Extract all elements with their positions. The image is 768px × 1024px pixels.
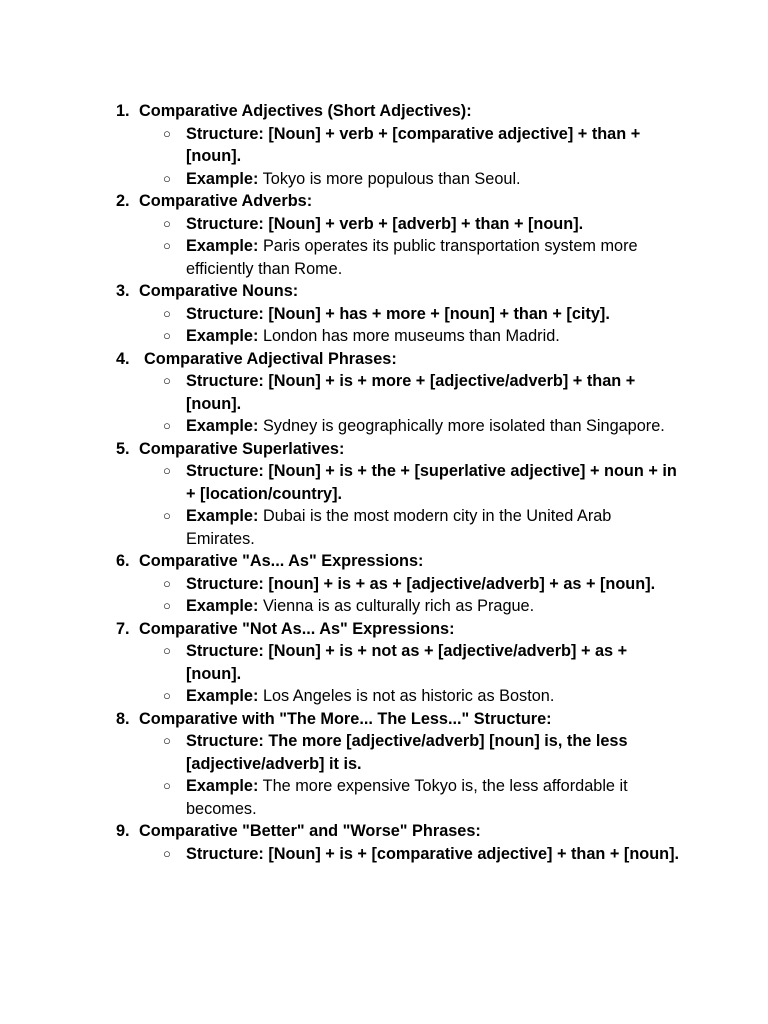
- structure-text: [Noun] + is + more + [adjective/adverb] + than + [noun].: [186, 372, 636, 413]
- example-line: [0, 325, 768, 348]
- list-item: [0, 190, 768, 280]
- example-text: London has more museums than Madrid.: [262, 327, 560, 345]
- example-label: Example:: [186, 597, 259, 615]
- list-number: 6.: [116, 552, 130, 570]
- list-item-title: Comparative Adjectives (Short Adjectives):: [139, 102, 472, 120]
- example-label: Example:: [186, 687, 259, 705]
- structure-label: Structure:: [186, 844, 264, 863]
- hollow-circle-bullet-icon: ○: [163, 305, 171, 321]
- list-number: 2.: [116, 192, 130, 210]
- example-text: Dubai is the most modern city in the United Arab Emirates.: [186, 507, 612, 548]
- structure-line: [0, 730, 768, 775]
- list-item: [0, 550, 768, 618]
- structure-line: [0, 573, 768, 596]
- list-item-heading: [0, 100, 768, 123]
- sub-list: [0, 843, 768, 866]
- hollow-circle-bullet-icon: ○: [163, 508, 171, 523]
- structure-text: [Noun] + is + the + [superlative adjective] + noun + in + [location/country].: [186, 462, 677, 503]
- example-text: Los Angeles is not as historic as Boston.: [262, 687, 555, 705]
- example-line: [0, 595, 768, 618]
- list-item-heading: [0, 618, 768, 641]
- list-item: [0, 708, 768, 821]
- structure-line: [0, 123, 768, 168]
- hollow-circle-bullet-icon: ○: [163, 328, 171, 343]
- structure-label: Structure:: [186, 732, 264, 750]
- structure-text: [Noun] + is + not as + [adjective/adverb] + as + [noun].: [186, 642, 628, 683]
- list-item-heading: [0, 438, 768, 461]
- list-item-title: Comparative Adverbs:: [139, 192, 313, 210]
- example-label: Example:: [186, 169, 259, 188]
- list-number: 7.: [116, 619, 130, 638]
- hollow-circle-bullet-icon: ○: [163, 418, 171, 433]
- list-item: [0, 820, 768, 865]
- structure-label: Structure:: [186, 574, 264, 593]
- list-item: [0, 280, 768, 348]
- list-item: [0, 618, 768, 708]
- list-item-heading: [0, 280, 768, 303]
- structure-line: [0, 640, 768, 685]
- list-item-title: Comparative "Better" and "Worse" Phrases:: [139, 822, 481, 840]
- list-item-heading: [0, 820, 768, 843]
- example-text: Tokyo is more populous than Seoul.: [262, 169, 521, 188]
- list-item: [0, 100, 768, 190]
- list-item-title: Comparative Nouns:: [139, 282, 299, 300]
- example-line: [0, 235, 768, 280]
- example-text: Sydney is geographically more isolated than Singapore.: [262, 417, 665, 435]
- sub-list: [0, 303, 768, 348]
- structure-text: [Noun] + has + more + [noun] + than + [city].: [268, 304, 610, 323]
- structure-line: [0, 303, 768, 326]
- hollow-circle-bullet-icon: ○: [163, 463, 171, 478]
- hollow-circle-bullet-icon: ○: [163, 643, 171, 658]
- example-label: Example:: [186, 327, 259, 345]
- structure-label: Structure:: [186, 372, 264, 390]
- list-number: 1.: [116, 102, 130, 120]
- list-number: 9.: [116, 822, 130, 840]
- structure-label: Structure:: [186, 462, 264, 480]
- list-number: 8.: [116, 709, 130, 728]
- structure-line: [0, 460, 768, 505]
- structure-line: [0, 213, 768, 236]
- list-item-heading: [0, 190, 768, 213]
- list-item-title: Comparative with "The More... The Less..." Structure:: [139, 709, 552, 728]
- structure-label: Structure:: [186, 124, 264, 143]
- structure-line: [0, 843, 768, 866]
- list-item-title: Comparative Superlatives:: [139, 439, 345, 458]
- hollow-circle-bullet-icon: ○: [163, 688, 171, 703]
- hollow-circle-bullet-icon: ○: [163, 845, 171, 861]
- list-item: [0, 438, 768, 551]
- sub-list: [0, 460, 768, 550]
- hollow-circle-bullet-icon: ○: [163, 170, 171, 186]
- hollow-circle-bullet-icon: ○: [163, 778, 171, 793]
- list-number: 5.: [116, 439, 130, 458]
- structure-text: [Noun] + verb + [comparative adjective] + than + [noun].: [186, 124, 641, 165]
- structure-line: [0, 370, 768, 415]
- list-item-heading: [0, 348, 768, 371]
- structure-text: [Noun] + is + [comparative adjective] + than + [noun].: [268, 844, 680, 863]
- hollow-circle-bullet-icon: ○: [163, 733, 171, 748]
- sub-list: [0, 370, 768, 438]
- sub-list: [0, 213, 768, 281]
- hollow-circle-bullet-icon: ○: [163, 373, 171, 388]
- list-item-title: Comparative "Not As... As" Expressions:: [139, 619, 455, 638]
- example-text: Vienna is as culturally rich as Prague.: [262, 597, 535, 615]
- structure-label: Structure:: [186, 214, 264, 233]
- list-item-title: Comparative "As... As" Expressions:: [139, 552, 424, 570]
- hollow-circle-bullet-icon: ○: [163, 598, 171, 613]
- sub-list: [0, 730, 768, 820]
- document-body: [0, 100, 768, 865]
- list-item-title: Comparative Adjectival Phrases:: [144, 349, 397, 368]
- list-number: 3.: [116, 282, 130, 300]
- list-number: 4.: [116, 349, 130, 368]
- example-line: [0, 505, 768, 550]
- example-line: [0, 775, 768, 820]
- example-label: Example:: [186, 417, 259, 435]
- structure-label: Structure:: [186, 304, 264, 323]
- structure-label: Structure:: [186, 642, 264, 660]
- example-label: Example:: [186, 507, 259, 525]
- example-label: Example:: [186, 237, 259, 255]
- list-item-heading: [0, 550, 768, 573]
- list-item: [0, 348, 768, 438]
- example-text: The more expensive Tokyo is, the less affordable it becomes.: [186, 777, 628, 818]
- example-text: Paris operates its public transportation system more efficiently than Rome.: [186, 237, 638, 278]
- hollow-circle-bullet-icon: ○: [163, 125, 171, 141]
- hollow-circle-bullet-icon: ○: [163, 215, 171, 231]
- hollow-circle-bullet-icon: ○: [163, 575, 171, 591]
- list-item-heading: [0, 708, 768, 731]
- example-label: Example:: [186, 777, 259, 795]
- hollow-circle-bullet-icon: ○: [163, 238, 171, 253]
- sub-list: [0, 123, 768, 191]
- structure-text: [Noun] + verb + [adverb] + than + [noun].: [268, 214, 584, 233]
- sub-list: [0, 640, 768, 708]
- example-line: [0, 415, 768, 438]
- sub-list: [0, 573, 768, 618]
- example-line: [0, 168, 768, 191]
- structure-text: The more [adjective/adverb] [noun] is, the less [adjective/adverb] it is.: [186, 732, 628, 773]
- example-line: [0, 685, 768, 708]
- structure-text: [noun] + is + as + [adjective/adverb] + as + [noun].: [268, 574, 656, 593]
